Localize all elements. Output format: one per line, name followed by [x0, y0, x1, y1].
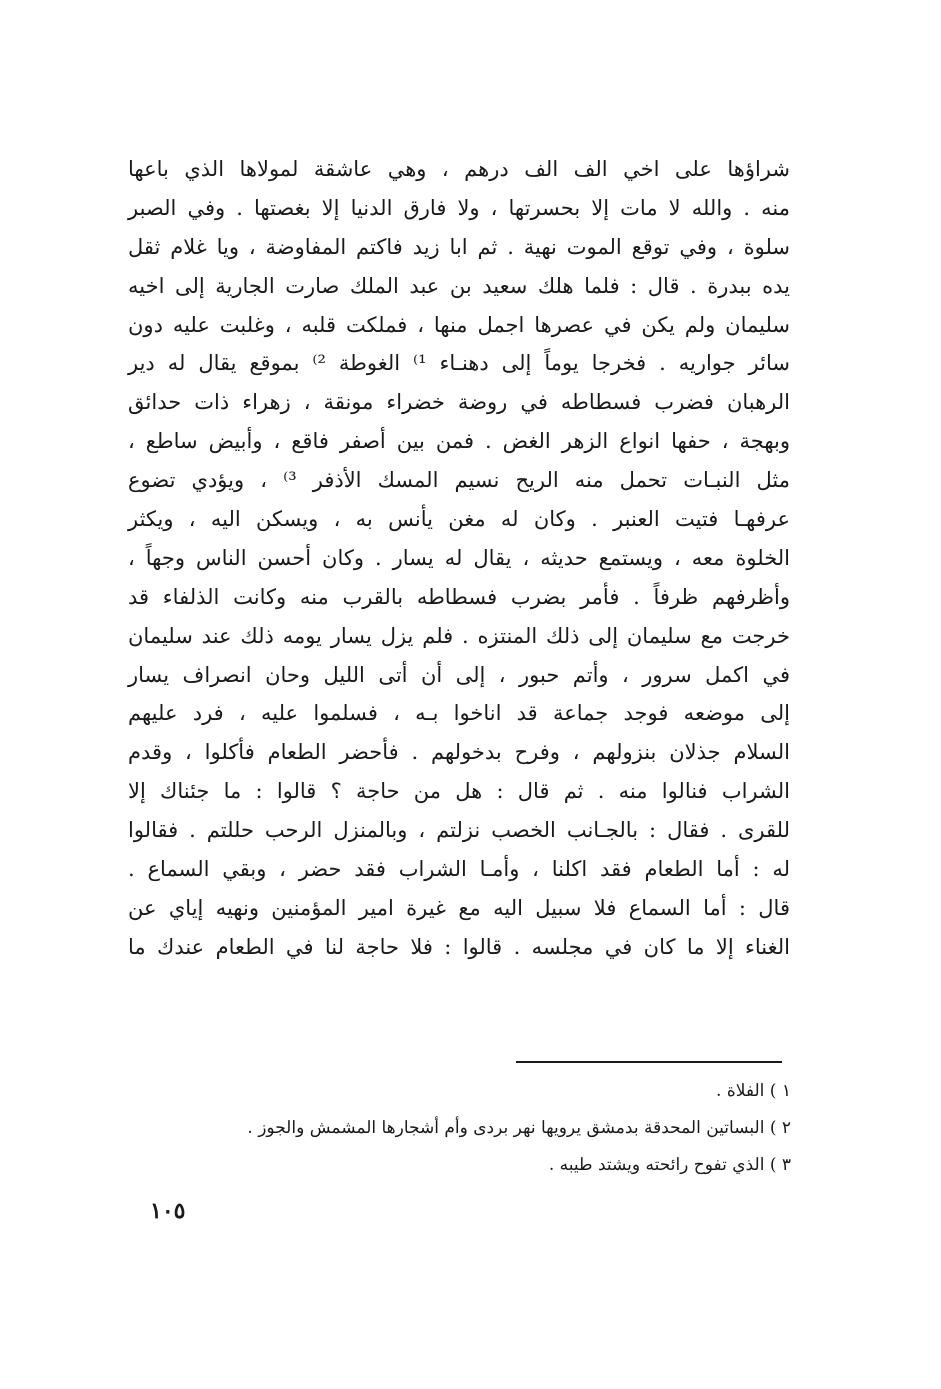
text-line: مثل النبـات تحمل منه الريح نسيم المسك الأذفر ³⁾ ، ويؤدي تضوع — [128, 468, 790, 493]
text-line: منه . والله لا مات إلا بحسرتها ، ولا فارق الدنيا إلا بغصتها . وفي الصبر — [128, 195, 790, 220]
text-line: قال : أما السماع فلا سبيل اليه مع غيرة امير المؤمنين ونهيه إياي عن — [128, 895, 790, 920]
text-line: سلوة ، وفي توقع الموت نهية . ثم ابا زيد فاكتم المفاوضة ، ويا غلام ثقل — [128, 234, 790, 259]
footnote-separator — [516, 1061, 782, 1063]
text-line: الخلوة معه ، ويستمع حديثه ، يقال له يسار . وكان أحسن الناس وجهاً ، — [128, 545, 790, 570]
text-line: الشراب فنالوا منه . ثم قال : هل من حاجة ؟ قالوا : ما جئناك إلا — [128, 779, 790, 804]
text-line: له : أما الطعام فقد اكلنا ، وأمـا الشراب فقد حضر ، وبقي السماع . — [128, 857, 790, 882]
text-line: عرفهـا فتيت العنبر . وكان له مغن يأنس به ، ويسكن اليه ، ويكثر — [128, 507, 790, 532]
text-line: الرهبان فضرب فسطاطه في روضة خضراء مونقة ، زهراء ذات حدائق — [128, 390, 790, 415]
text-line: للقرى . فقال : بالجـانب الخصب نزلتم ، وبالمنزل الرحب حللتم . فقالوا — [128, 818, 790, 843]
page-number: ١٠٥ — [150, 1198, 186, 1224]
text-line: سليمان ولم يكن في عصرها اجمل منها ، فملكت قلبه ، وغلبت عليه دون — [128, 312, 790, 337]
text-line: سائر جواريه . فخرجا يوماً إلى دهنـاء ¹⁾ الغوطة ²⁾ بموقع يقال له دير — [128, 351, 790, 376]
footnote-1: ١ ) الفلاة . — [716, 1081, 791, 1101]
footnote-3: ٣ ) الذي تفوح رائحته ويشتد طيبه . — [548, 1155, 791, 1175]
text-line: في اكمل سرور ، وأتم حبور ، إلى أن أتى الليل وحان انصراف يسار — [128, 662, 790, 687]
text-line: السلام جذلان بنزولهم ، وفرح بدخولهم . فأحضر الطعام فأكلوا ، وقدم — [128, 740, 790, 765]
text-line: يده ببدرة . قال : فلما هلك سعيد بن عبد الملك صارت الجارية إلى اخيه — [128, 273, 790, 298]
text-line: الغناء إلا ما كان في مجلسه . قالوا : فلا حاجة لنا في الطعام عندك ما — [128, 934, 790, 959]
body-text — [128, 150, 790, 967]
footnotes — [131, 1073, 791, 1184]
text-line: شراؤها على اخي الف الف درهم ، وهي عاشقة لمولاها الذي باعها — [128, 157, 790, 181]
footnote-2: ٢ ) البساتين المحدقة بدمشق يرويها نهر بردى وأم أشجارها المشمش والجوز . — [247, 1118, 791, 1138]
text-line: إلى موضعه فوجد جماعة قد اناخوا بـه ، فسلموا عليه ، فرد عليهم — [128, 701, 790, 726]
text-line: خرجت مع سليمان إلى ذلك المنتزه . فلم يزل يسار يومه ذلك عند سليمان — [128, 623, 790, 648]
text-line: وأظرفهم ظرفاً . فأمر بضرب فسطاطه بالقرب منه وكانت الذلفاء قد — [128, 584, 790, 609]
text-line: وبهجة ، حفها انواع الزهر الغض . فمن بين أصفر فاقع ، وأبيض ساطع ، — [128, 429, 790, 454]
